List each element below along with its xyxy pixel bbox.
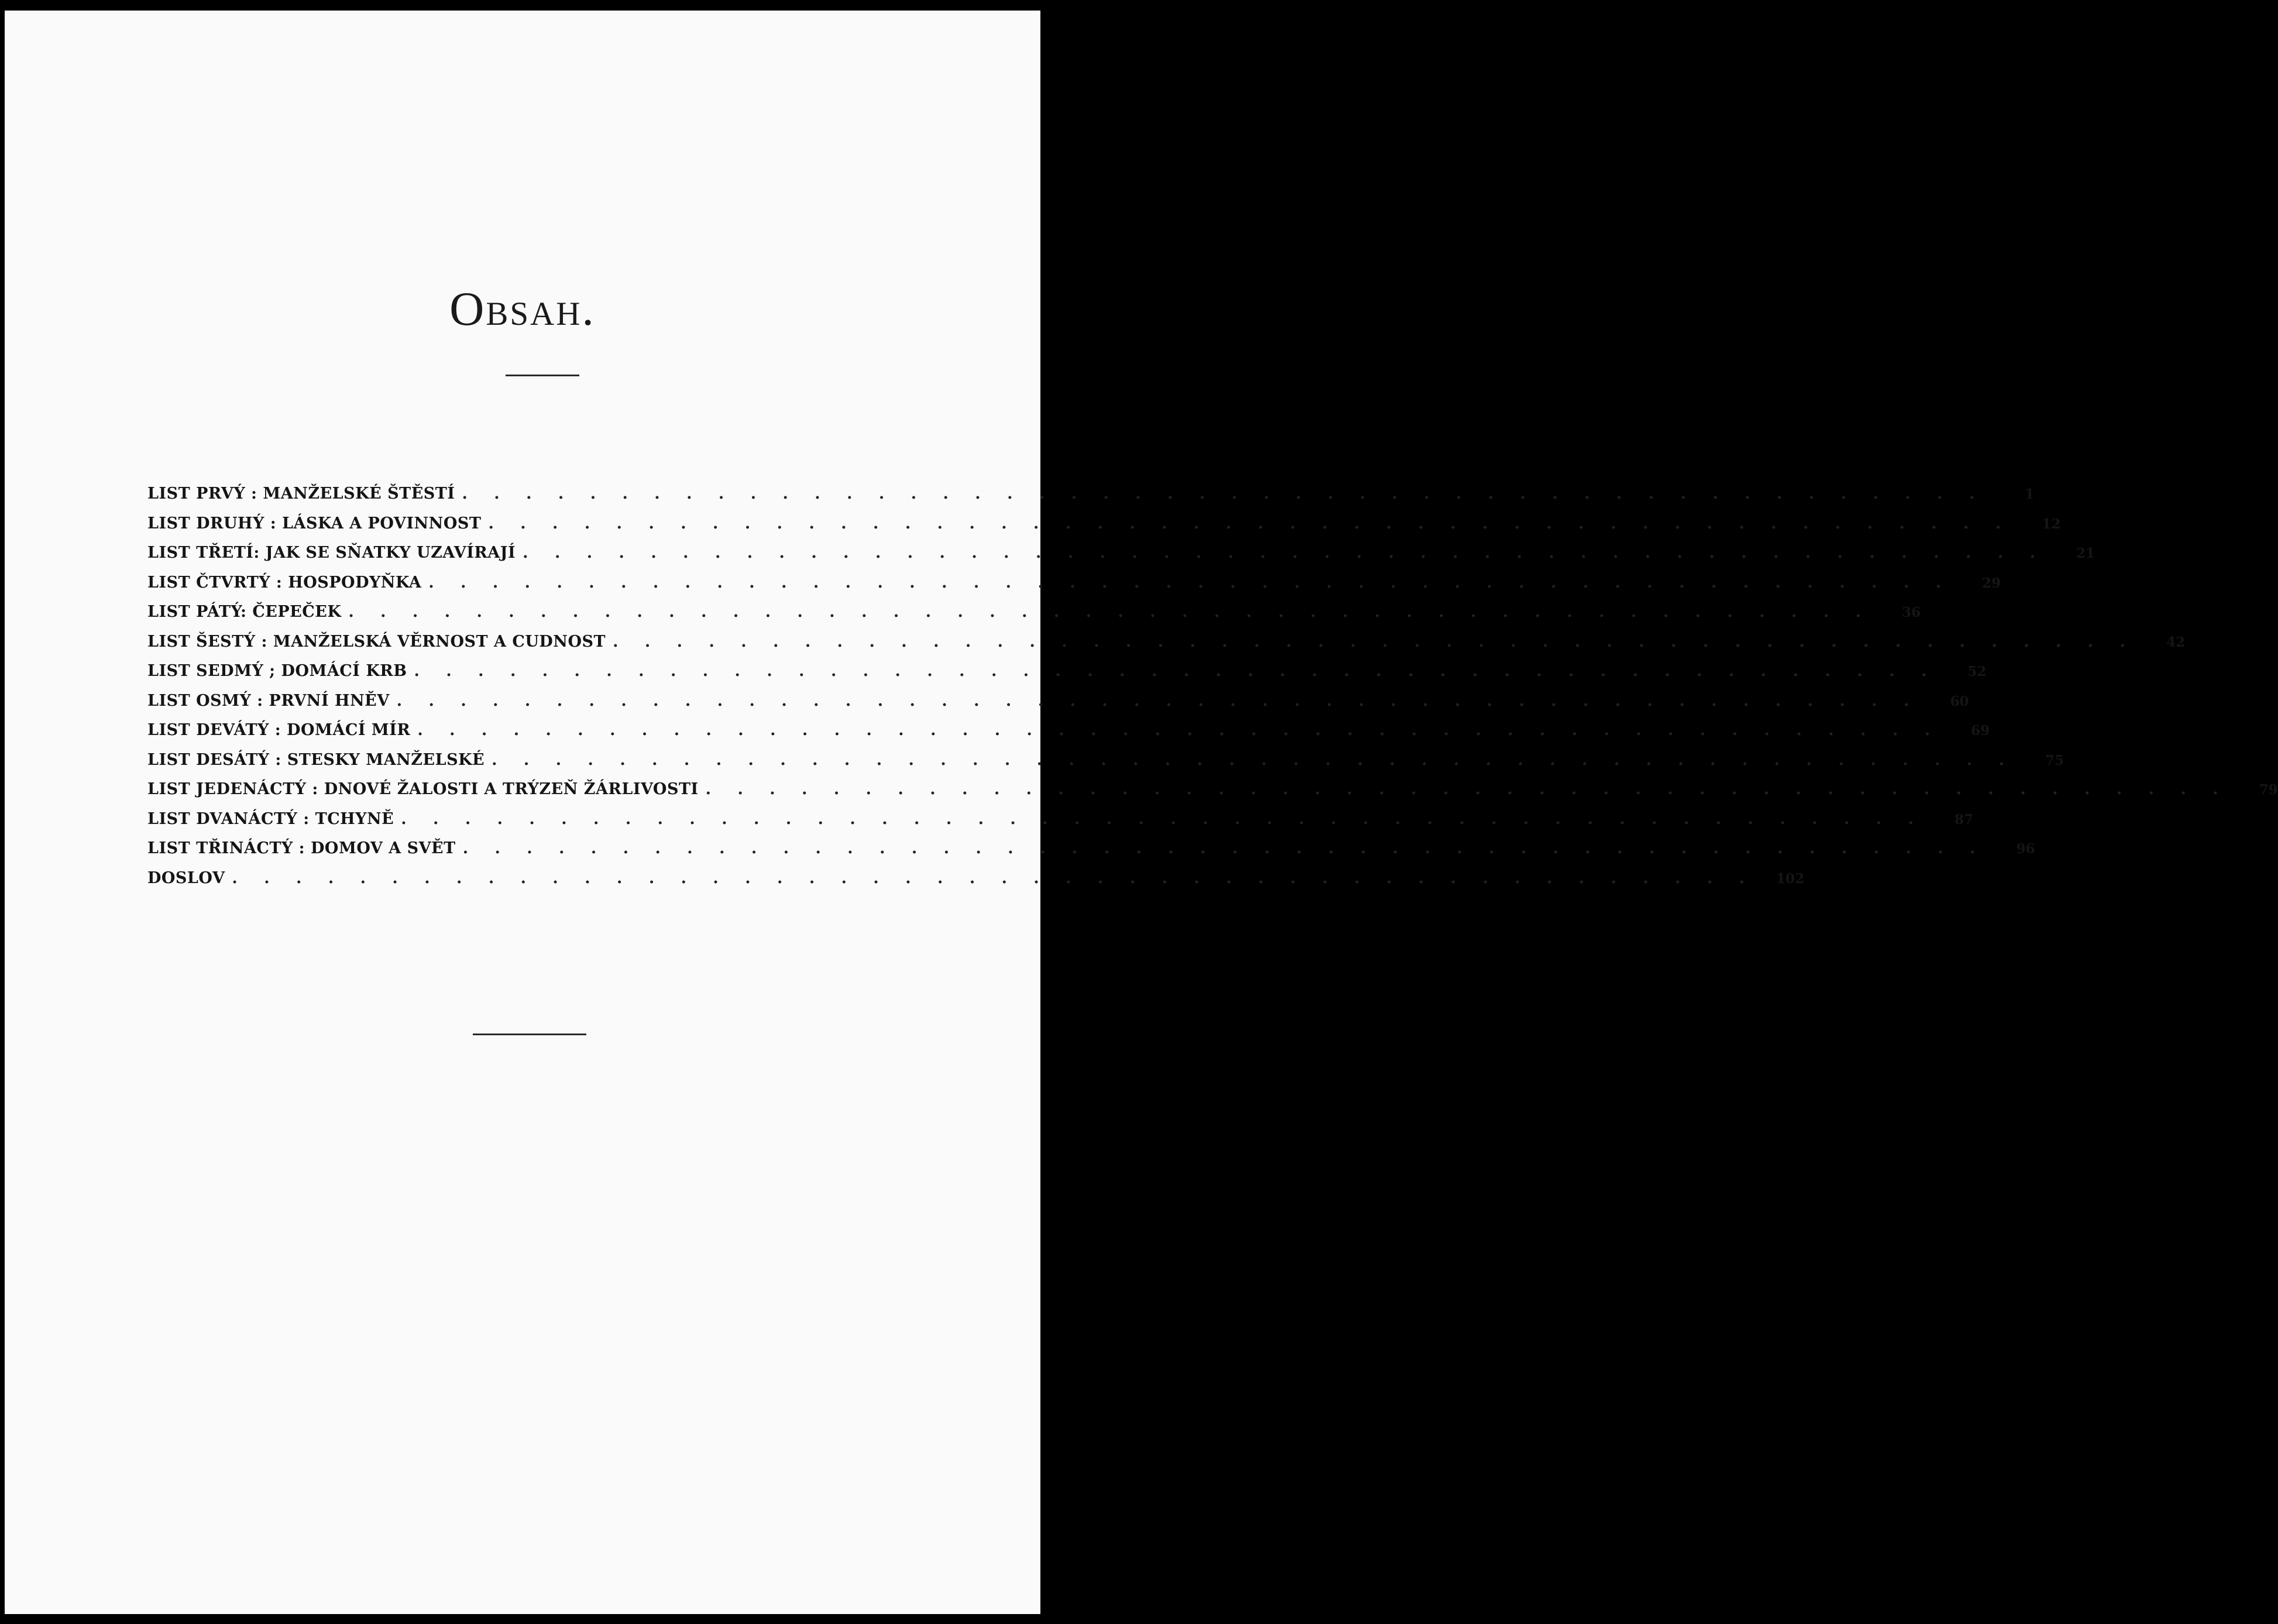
toc-entry: [147, 632, 2186, 662]
dot-leader: . . . . . . . . . . . . . . . . . . . . . . . . . . . . . . . . . . . . . . . . . . . . . . . .: [414, 662, 1937, 680]
dot-leader: . . . . . . . . . . . . . . . . . . . . . . . . . . . . . . . . . . . . . . . . . . . . . . . .: [613, 632, 2136, 651]
dot-leader: . . . . . . . . . . . . . . . . . . . . . . . . . . . . . . . . . . . . . . . . . . . . . . . .: [232, 868, 1755, 887]
toc-entry-page-number: 75: [2045, 752, 2064, 768]
toc-entry: [147, 809, 1974, 840]
page-title: Obsah.: [449, 282, 596, 335]
toc-entry-label: LIST OSMÝ : PRVNÍ HNĚV: [147, 691, 390, 710]
toc-entry: [147, 839, 2035, 869]
dot-leader: . . . . . . . . . . . . . . . . . . . . . . . . . . . . . . . . . . . . . . . . . . . . . . . .: [396, 691, 1920, 710]
toc-entry-label: LIST SEDMÝ ; DOMÁCÍ KRB: [147, 662, 407, 680]
toc-entry-page-number: 60: [1950, 693, 1969, 709]
toc-entry-label: LIST PÁTÝ: ČEPEČEK: [147, 603, 342, 621]
toc-entry: [147, 544, 2095, 574]
toc-entry-label: LIST DVANÁCTÝ : TCHYNĚ: [147, 809, 394, 828]
dot-leader: . . . . . . . . . . . . . . . . . . . . . . . . . . . . . . . . . . . . . . . . . . . . . . . .: [523, 544, 2046, 562]
toc-entry-label: LIST DEVÁTÝ : DOMÁCÍ MÍR: [147, 721, 411, 739]
toc-entry: [147, 868, 1805, 899]
toc-entry: [147, 721, 1990, 751]
toc-entry-page-number: 29: [1982, 575, 2001, 591]
dot-leader: . . . . . . . . . . . . . . . . . . . . . . . . . . . . . . . . . . . . . . . . . . . . . . . .: [401, 809, 1925, 828]
dot-leader: . . . . . . . . . . . . . . . . . . . . . . . . . . . . . . . . . . . . . . . . . . . . . . . .: [488, 514, 2012, 533]
toc-entry-label: LIST DRUHÝ : LÁSKA A POVINNOST: [147, 514, 482, 533]
toc-entry-label: LIST ČTVRTÝ : HOSPODYŇKA: [147, 573, 422, 592]
toc-entry: [147, 662, 1987, 692]
toc-entry-label: LIST ŠESTÝ : MANŽELSKÁ VĚRNOST A CUDNOST: [147, 632, 606, 651]
toc-entry-label: LIST PRVÝ : MANŽELSKÉ ŠTĚSTÍ: [147, 485, 455, 503]
toc-entry-page-number: 21: [2076, 545, 2095, 561]
table-of-contents: [147, 485, 2278, 898]
toc-entry-label: LIST JEDENÁCTÝ : DNOVÉ ŽALOSTI A TRÝZEŇ ŽÁRLIVOSTI: [147, 780, 699, 798]
toc-entry-label: LIST DESÁTÝ : STESKY MANŽELSKÉ: [147, 750, 485, 769]
scan-edge: [0, 0, 5, 1624]
toc-entry-page-number: 52: [1967, 664, 1987, 679]
dot-leader: . . . . . . . . . . . . . . . . . . . . . . . . . . . . . . . . . . . . . . . . . . . . . . . .: [705, 780, 2229, 798]
toc-entry: [147, 750, 2064, 781]
toc-entry: [147, 780, 2278, 810]
toc-entry-label: LIST TŘINÁCTÝ : DOMOV A SVĚT: [147, 839, 456, 857]
toc-entry-page-number: 79: [2259, 782, 2278, 798]
dot-leader: . . . . . . . . . . . . . . . . . . . . . . . . . . . . . . . . . . . . . . . . . . . . . . . .: [462, 839, 1986, 857]
dot-leader: . . . . . . . . . . . . . . . . . . . . . . . . . . . . . . . . . . . . . . . . . . . . . . . .: [462, 485, 1985, 503]
toc-entry-page-number: 42: [2166, 634, 2186, 650]
title-divider: [506, 375, 579, 376]
toc-entry-page-number: 36: [1902, 605, 1921, 620]
toc-entry-label: LIST TŘETÍ: JAK SE SŇATKY UZAVÍRAJÍ: [147, 544, 516, 562]
toc-entry: [147, 603, 1921, 633]
toc-entry-label: DOSLOV: [147, 868, 225, 887]
dot-leader: . . . . . . . . . . . . . . . . . . . . . . . . . . . . . . . . . . . . . . . . . . . . . . . .: [428, 573, 1952, 592]
toc-entry: [147, 573, 2001, 603]
toc-entry: [147, 514, 2061, 544]
toc-entry: [147, 485, 2035, 514]
toc-entry-page-number: 69: [1971, 723, 1990, 739]
closing-divider: [473, 1034, 586, 1035]
toc-entry-page-number: 12: [2042, 516, 2061, 532]
dot-leader: . . . . . . . . . . . . . . . . . . . . . . . . . . . . . . . . . . . . . . . . . . . . . . . .: [492, 750, 2015, 769]
toc-entry-page-number: 1: [2025, 486, 2035, 502]
book-page: [5, 11, 2278, 1614]
toc-entry-page-number: 102: [1776, 870, 1805, 887]
toc-entry: [147, 691, 1969, 722]
toc-entry-page-number: 87: [1954, 811, 1974, 828]
dot-leader: . . . . . . . . . . . . . . . . . . . . . . . . . . . . . . . . . . . . . . . . . . . . . . . .: [348, 603, 1872, 621]
toc-entry-page-number: 96: [2016, 841, 2035, 857]
dot-leader: . . . . . . . . . . . . . . . . . . . . . . . . . . . . . . . . . . . . . . . . . . . . . . . .: [417, 721, 1941, 739]
